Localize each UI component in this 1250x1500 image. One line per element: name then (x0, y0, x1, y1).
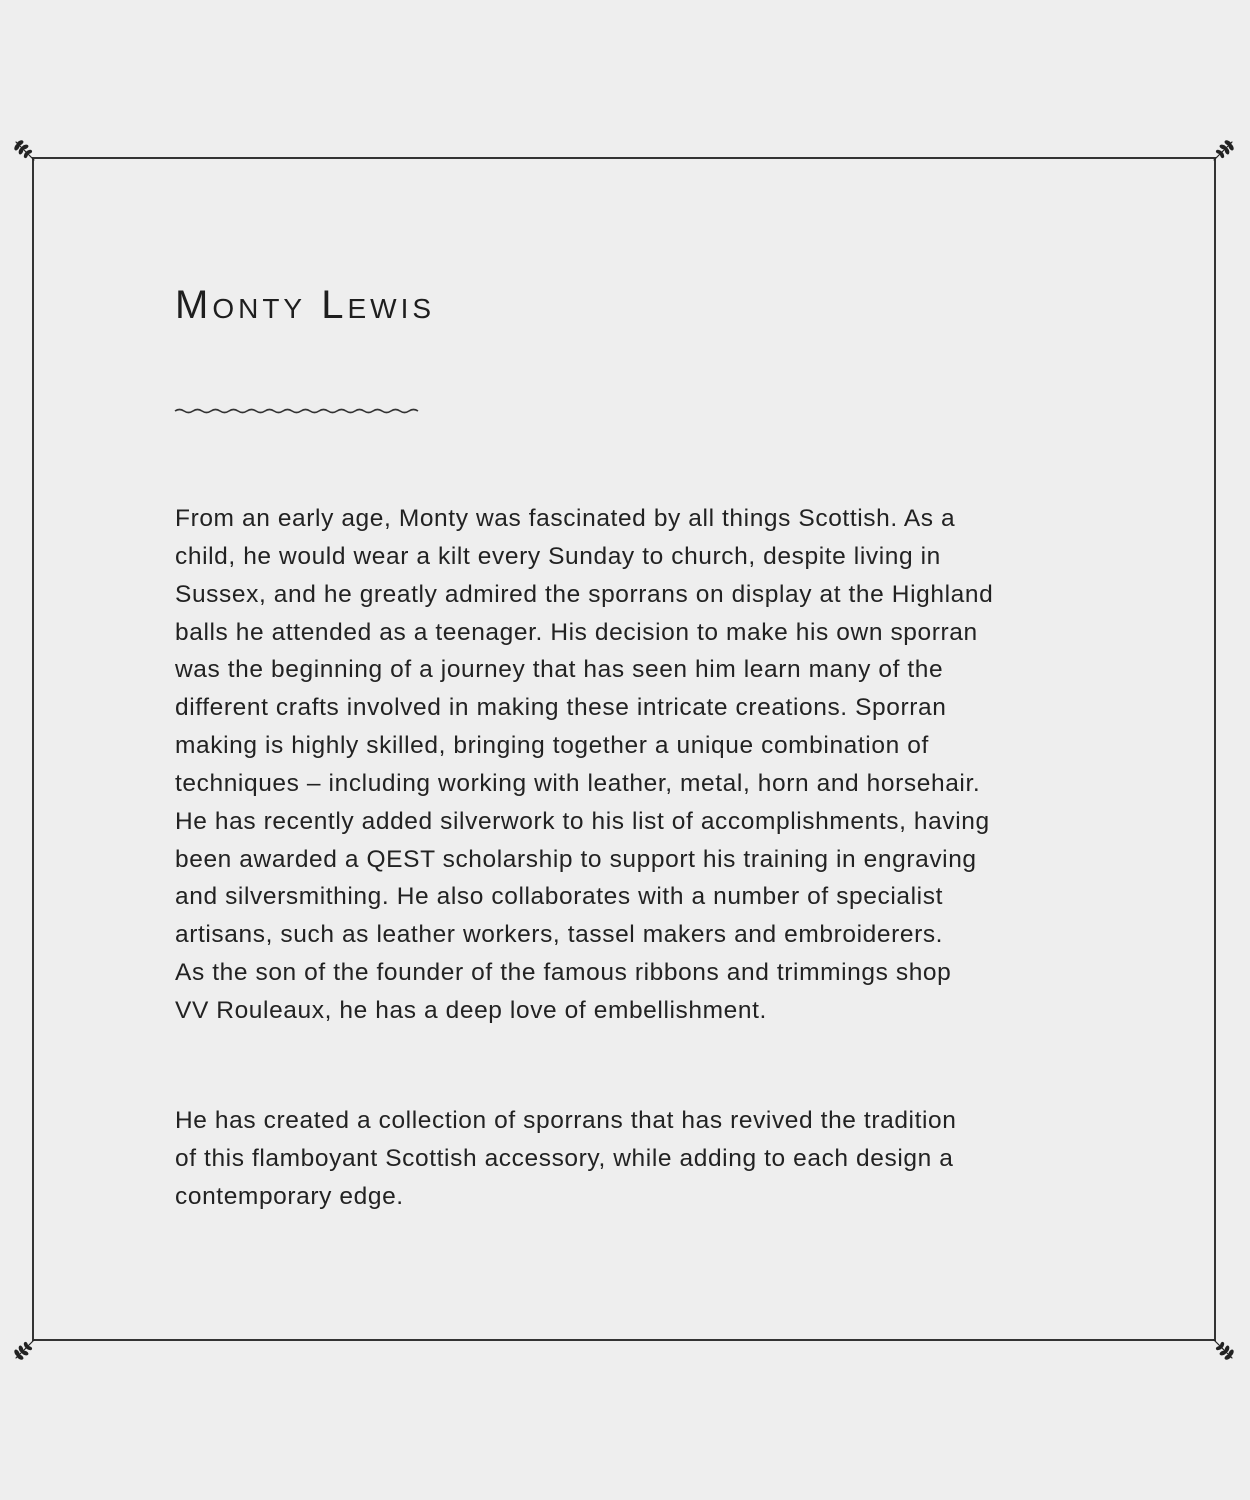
text-line: Sussex, and he greatly admired the sporrans on display at the Highland (175, 580, 994, 608)
text-line: was the beginning of a journey that has seen him learn many of the (175, 656, 944, 684)
text-line: different crafts involved in making these intricate creations. Sporran (175, 694, 947, 722)
text-line: artisans, such as leather workers, tassel makers and embroiderers. (175, 921, 944, 949)
text-line: balls he attended as a teenager. His decision to make his own sporran (175, 618, 978, 646)
text-line: and silversmithing. He also collaborates with a number of specialist (175, 883, 943, 911)
text-line: contemporary edge. (175, 1182, 404, 1210)
text-line: child, he would wear a kilt every Sunday to church, despite living in (175, 542, 941, 570)
text-line: making is highly skilled, bringing together a unique combination of (175, 732, 929, 760)
text-line: of this flamboyant Scottish accessory, while adding to each design a (175, 1144, 954, 1172)
text-line: As the son of the founder of the famous ribbons and trimmings shop (175, 959, 952, 987)
text-line: VV Rouleaux, he has a deep love of embellishment. (175, 996, 767, 1024)
page-title: Monty Lewis (175, 283, 436, 327)
text-line: He has recently added silverwork to his list of accomplishments, having (175, 807, 990, 835)
text-line: been awarded a QEST scholarship to support his training in engraving (175, 845, 977, 873)
thistle-sprig-icon (1208, 1334, 1238, 1364)
biography-paragraph (175, 1102, 1075, 1216)
biography-paragraph (175, 500, 1075, 1030)
wavy-line-icon (174, 404, 420, 418)
thistle-sprig-icon (10, 1334, 40, 1364)
thistle-sprig-icon (1208, 136, 1238, 166)
thistle-sprig-icon (10, 136, 40, 166)
text-line: techniques – including working with leather, metal, horn and horsehair. (175, 769, 981, 797)
text-line: He has created a collection of sporrans that has revived the tradition (175, 1106, 957, 1134)
text-line: From an early age, Monty was fascinated by all things Scottish. As a (175, 505, 956, 532)
biography-text (175, 500, 1075, 1215)
